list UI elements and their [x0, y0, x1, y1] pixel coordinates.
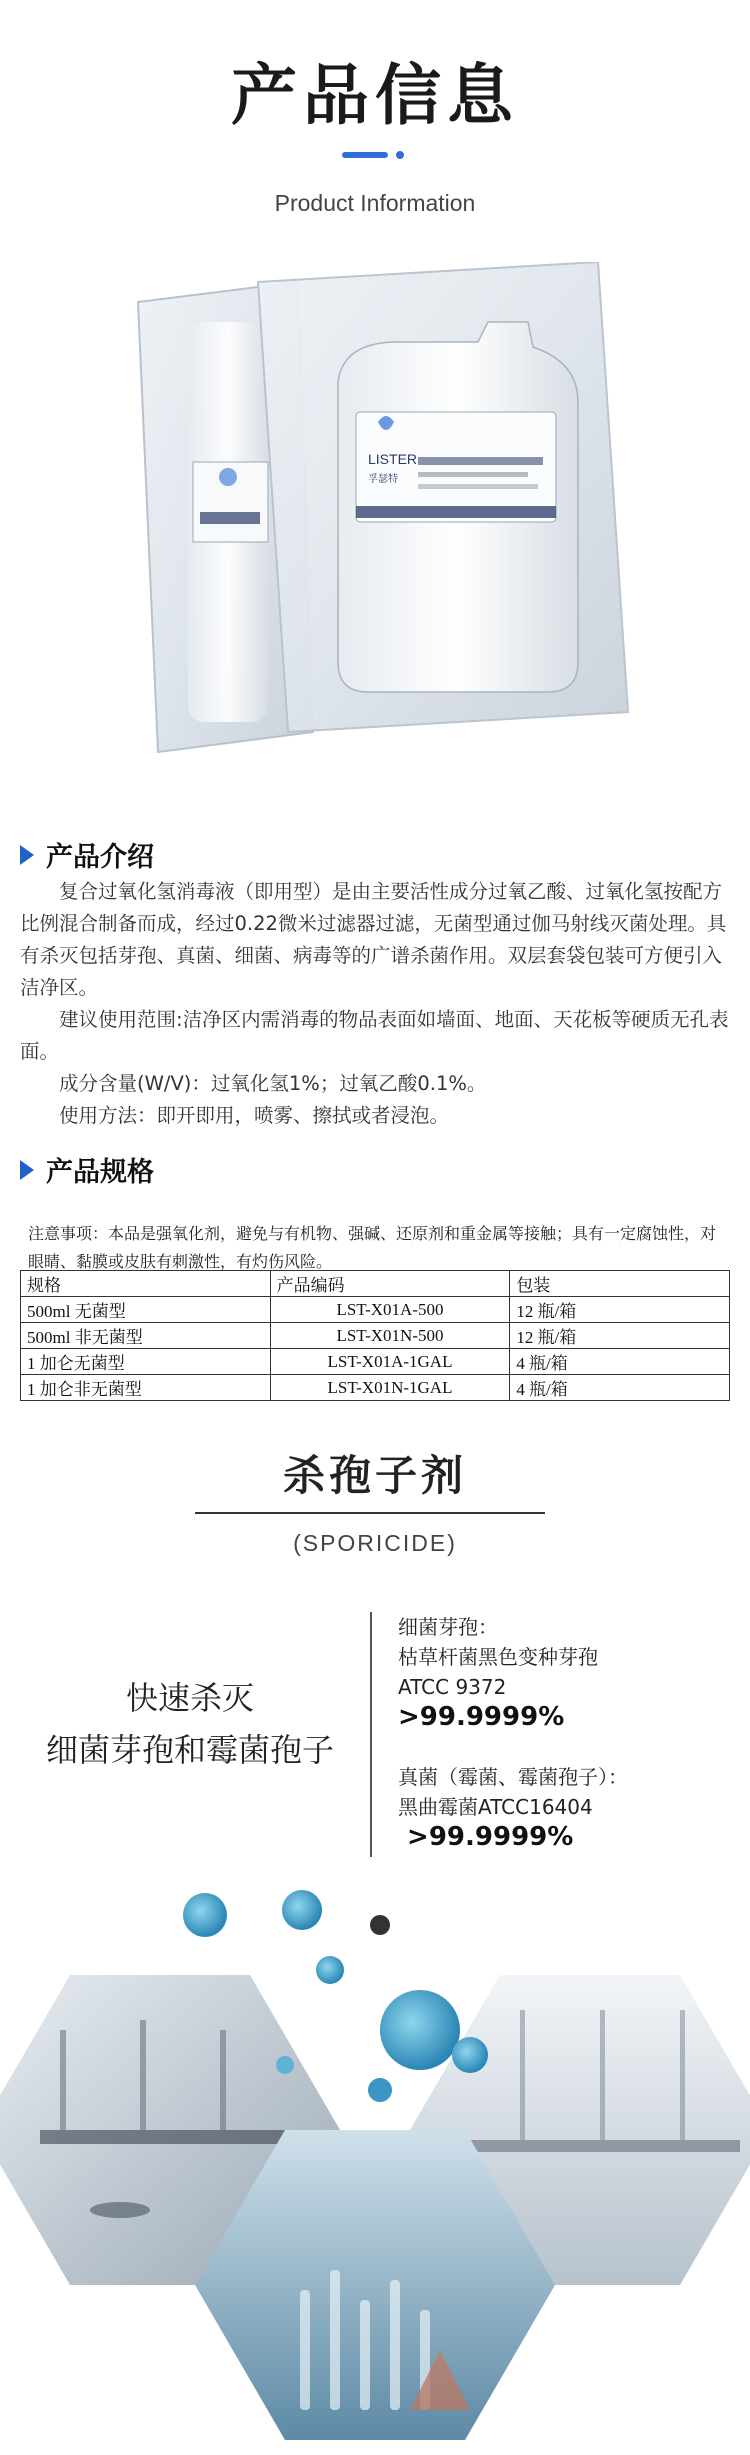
- efficacy-detail: [398, 1612, 748, 1852]
- bacteria-strain: 枯草杆菌黑色变种芽孢: [398, 1645, 598, 1669]
- sporicide-underline: [195, 1512, 545, 1514]
- spec-table: [20, 1270, 730, 1401]
- table-cell: 1 加仑无菌型: [21, 1349, 271, 1375]
- intro-paragraph-2: 建议使用范围:洁净区内需消毒的物品表面如墙面、地面、天花板等硬质无孔表面。: [20, 1008, 729, 1063]
- safety-notice: 注意事项：本品是强氧化剂，避免与有机物、强碱、还原剂和重金属等接触；具有一定腐蚀性，对眼睛、黏膜或皮肤有刺激性，有灼伤风险。: [28, 1224, 717, 1271]
- bacteria-label: 细菌芽孢：: [398, 1615, 498, 1639]
- bottle-brand-cn-label: 孚瑟特: [368, 474, 398, 485]
- table-cell: 12 瓶/箱: [510, 1297, 730, 1323]
- column-header: 规格: [21, 1271, 271, 1297]
- spec-heading: [20, 1150, 154, 1189]
- table-cell: 4 瓶/箱: [510, 1375, 730, 1401]
- bacteria-rate: >99.9999%: [398, 1702, 565, 1732]
- laboratory-hexagon-image: [0, 1880, 750, 2455]
- intro-paragraph-3: 成分含量(W/V)：过氧化氢1%；过氧乙酸0.1%。: [59, 1072, 487, 1095]
- table-row: [21, 1323, 730, 1349]
- fungi-label: 真菌（霉菌、霉菌孢子）：: [398, 1765, 628, 1789]
- intro-text: [20, 876, 732, 1132]
- page-subtitle: Product Information: [274, 190, 476, 216]
- table-row: [21, 1349, 730, 1375]
- table-cell: 500ml 非无菌型: [21, 1323, 271, 1349]
- fungi-rate: >99.9999%: [398, 1822, 574, 1852]
- title-accent-bar: [342, 152, 388, 158]
- column-header: 包装: [510, 1271, 730, 1297]
- table-cell: 1 加仑非无菌型: [21, 1375, 271, 1401]
- sporicide-title: 杀孢子剂: [282, 1451, 467, 1500]
- table-header-row: [21, 1271, 730, 1297]
- spec-heading-text: 产品规格: [46, 1157, 154, 1188]
- intro-heading-text: 产品介绍: [46, 842, 154, 873]
- claim-line-1: 快速杀灭: [125, 1679, 254, 1717]
- table-cell: LST-X01A-500: [270, 1297, 510, 1323]
- title-accent-dot: [396, 151, 404, 159]
- intro-heading: [20, 835, 154, 874]
- vertical-divider: [370, 1612, 372, 1857]
- bacteria-atcc: ATCC 9372: [398, 1675, 507, 1699]
- sporicide-claim: [20, 1672, 360, 1776]
- table-row: [21, 1297, 730, 1323]
- table-cell: LST-X01N-500: [270, 1323, 510, 1349]
- table-cell: LST-X01N-1GAL: [270, 1375, 510, 1401]
- table-cell: 4 瓶/箱: [510, 1349, 730, 1375]
- large-bag: [258, 262, 628, 732]
- triangle-bullet-icon: [20, 845, 34, 865]
- sporicide-subtitle: (SPORICIDE): [293, 1530, 457, 1556]
- page-title: 产品信息: [231, 57, 519, 134]
- intro-paragraph-4: 使用方法：即开即用，喷雾、擦拭或者浸泡。: [59, 1104, 450, 1127]
- column-header: 产品编码: [270, 1271, 510, 1297]
- triangle-bullet-icon: [20, 1160, 34, 1180]
- claim-line-2: 细菌芽孢和霉菌孢子: [45, 1731, 334, 1769]
- table-cell: LST-X01A-1GAL: [270, 1349, 510, 1375]
- spacer: [398, 1732, 748, 1762]
- bottle-brand-label: LISTER: [368, 451, 418, 467]
- product-photo: [128, 262, 638, 762]
- table-cell: 500ml 无菌型: [21, 1297, 271, 1323]
- table-cell: 12 瓶/箱: [510, 1323, 730, 1349]
- fungi-strain: 黑曲霉菌ATCC16404: [398, 1795, 593, 1819]
- intro-paragraph-1: 复合过氧化氢消毒液（即用型）是由主要活性成分过氧乙酸、过氧化氢按配方比例混合制备而成，经过0.22微米过滤器过滤，无菌型通过伽马射线灭菌处理。具有杀灭包括芽孢、真菌、细菌、病毒等的广谱杀菌作用。双层套袋包装可方便引入洁净区。: [20, 880, 727, 999]
- table-row: [21, 1375, 730, 1401]
